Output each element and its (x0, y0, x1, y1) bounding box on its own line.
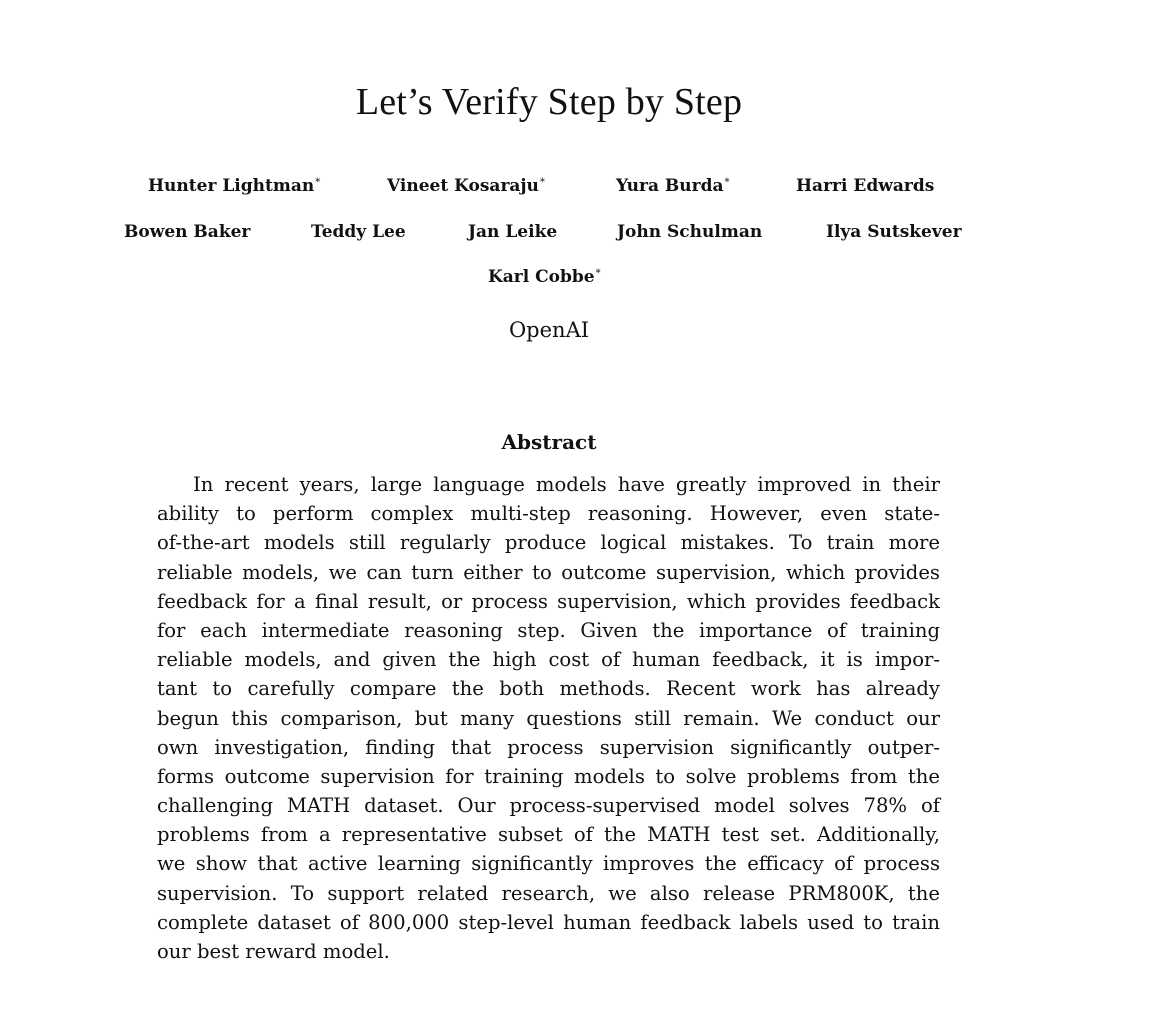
abstract-line: ability to perform complex multi-step reasoning. However, even state- (157, 502, 940, 526)
equal-contribution-mark: * (315, 177, 321, 188)
affiliation: OpenAI (508, 318, 590, 342)
author-name: Hunter Lightman (148, 176, 315, 196)
author-john-schulman (617, 222, 762, 242)
abstract-line: for each intermediate reasoning step. Given the importance of training (157, 618, 940, 642)
abstract-line: we show that active learning significantly improves the efficacy of process (157, 852, 940, 876)
author-harri-edwards (796, 176, 934, 196)
equal-contribution-mark: * (539, 177, 545, 188)
abstract-line: begun this comparison, but many questions still remain. We conduct our (157, 706, 940, 730)
abstract-body (157, 470, 940, 966)
abstract-line: our best reward model. (157, 940, 390, 963)
abstract-line: complete dataset of 800,000 step-level human feedback labels used to train (157, 910, 940, 934)
author-name: Vineet Kosaraju (387, 176, 539, 196)
author-teddy-lee (311, 222, 406, 242)
equal-contribution-mark: * (595, 268, 601, 279)
author-vineet-kosaraju (387, 176, 545, 196)
abstract-line: forms outcome supervision for training models to solve problems from the (157, 764, 940, 788)
author-yura-burda (616, 176, 730, 196)
abstract-line: supervision. To support related research, we also release PRM800K, the (157, 881, 940, 905)
abstract-heading: Abstract (501, 430, 597, 454)
paper-title: Let’s Verify Step by Step (355, 81, 743, 123)
abstract-line: own investigation, finding that process supervision significantly outper- (157, 735, 940, 759)
abstract-line: tant to carefully compare the both methods. Recent work has already (157, 677, 940, 701)
abstract-line: In recent years, large language models have greatly improved in their (193, 473, 940, 496)
author-name: Harri Edwards (796, 176, 935, 196)
author-karl-cobbe (488, 267, 601, 287)
author-name: Teddy Lee (311, 222, 406, 242)
abstract-line: feedback for a final result, or process supervision, which provides feedback (157, 589, 940, 613)
author-name: Karl Cobbe (488, 267, 595, 287)
equal-contribution-mark: * (724, 177, 730, 188)
abstract-line: problems from a representative subset of the MATH test set. Additionally, (157, 823, 940, 847)
author-name: Ilya Sutskever (826, 222, 962, 242)
abstract-line: reliable models, we can turn either to outcome supervision, which provides (157, 560, 940, 584)
author-name: Jan Leike (468, 222, 558, 242)
abstract-line: challenging MATH dataset. Our process-supervised model solves 78% of (157, 794, 940, 818)
author-name: Yura Burda (616, 176, 724, 196)
author-name: Bowen Baker (124, 222, 251, 242)
author-bowen-baker (124, 222, 250, 242)
author-jan-leike (468, 222, 557, 242)
author-name: John Schulman (617, 222, 763, 242)
author-hunter-lightman (148, 176, 320, 196)
author-ilya-sutskever (826, 222, 962, 242)
abstract-line: of-the-art models still regularly produce logical mistakes. To train more (157, 531, 940, 555)
abstract-line: reliable models, and given the high cost of human feedback, it is impor- (157, 648, 940, 672)
